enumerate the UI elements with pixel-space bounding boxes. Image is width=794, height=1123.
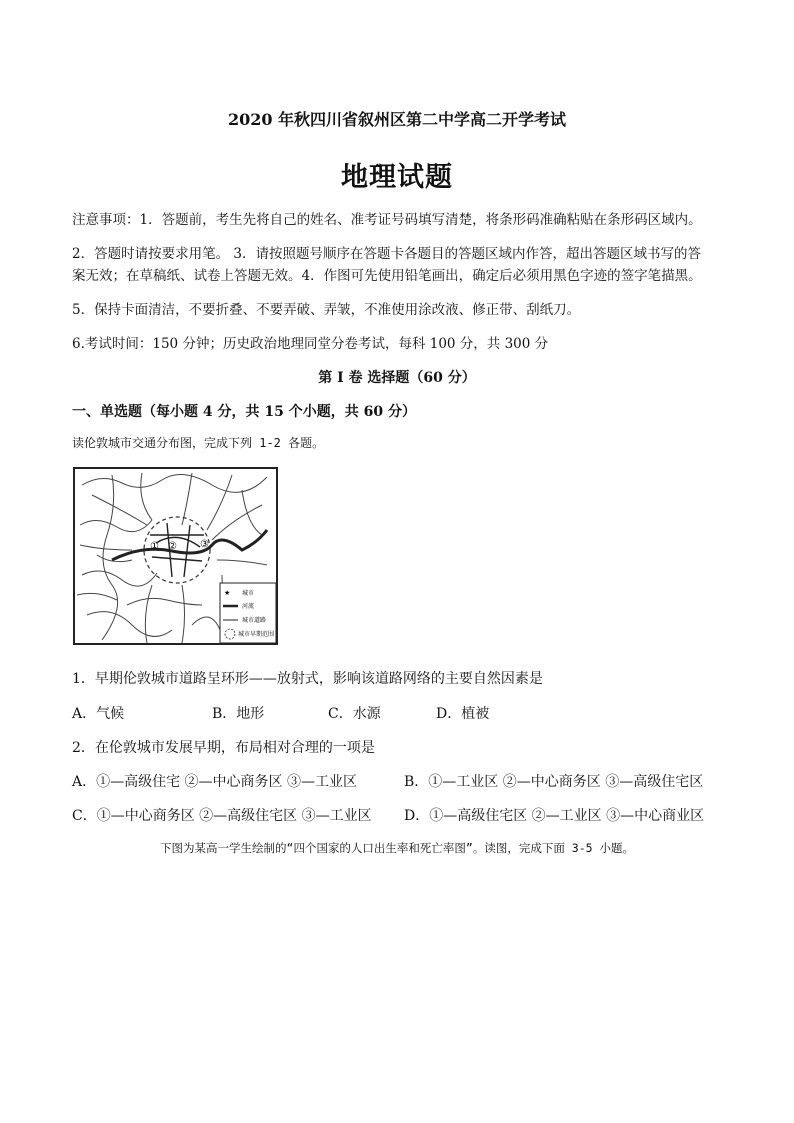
q2-option-d: D．①—高级住宅区 ②—工业区 ③—中心商业区 [404, 808, 705, 824]
q1-option-b: B．地形 [212, 706, 265, 722]
note-line-2: 2．答题时请按要求用笔。 3．请按照题号顺序在答题卡各题目的答题区域内作答，超出答题区域书写的答 [72, 246, 701, 262]
q1-option-c: C．水源 [328, 706, 381, 722]
map-label-1: ① [150, 541, 159, 552]
legend-road: 城市道路 [242, 617, 267, 624]
exam-subtitle: 2020 年秋四川省叙州区第二中学高二开学考试 [227, 110, 567, 129]
q1-option-a: A．气候 [72, 706, 125, 722]
london-traffic-map [72, 465, 282, 647]
legend-city: 城市 [242, 590, 255, 597]
legend-early-area: 城市早期范围 [238, 631, 275, 638]
question-2-stem: 2．在伦敦城市发展早期，布局相对合理的一项是 [72, 740, 375, 756]
q2-option-b: B．①—工业区 ②—中心商务区 ③—高级住宅区 [404, 774, 704, 790]
question-intro-2: 下图为某高一学生绘制的“四个国家的人口出生率和死亡率图”。读图，完成下面 3-5 小题。 [160, 841, 634, 855]
note-line-5: 6.考试时间：150 分钟；历史政治地理同堂分卷考试，每科 100 分，共 300 分 [72, 336, 549, 352]
note-line-3: 案无效；在草稿纸、试卷上答题无效。4．作图可先使用铅笔画出，确定后必须用黑色字迹的签字笔描黑。 [72, 268, 702, 284]
q2-option-c: C．①—中心商务区 ②—高级住宅区 ③—工业区 [72, 808, 372, 824]
question-intro: 读伦敦城市交通分布图，完成下列 1-2 各题。 [72, 436, 325, 450]
section-title: 第 I 卷 选择题（60 分） [318, 370, 476, 386]
map-label-3: ③ [200, 539, 209, 550]
question-1-stem: 1．早期伦敦城市道路呈环形——放射式，影响该道路网络的主要自然因素是 [72, 671, 543, 687]
legend-city-icon: ★ [224, 589, 231, 597]
exam-title: 地理试题 [341, 162, 453, 193]
q2-option-a: A．①—高级住宅 ②—中心商务区 ③—工业区 [72, 774, 358, 790]
part-title: 一、单选题（每小题 4 分，共 15 个小题，共 60 分） [72, 404, 416, 420]
note-line-1: 注意事项：1．答题前，考生先将自己的姓名、准考证号码填写清楚，将条形码准确粘贴在条形码区域内。 [72, 212, 702, 228]
note-line-4: 5．保持卡面清洁，不要折叠、不要弄破、弄皱，不准使用涂改液、修正带、刮纸刀。 [72, 302, 581, 318]
legend-river: 河流 [242, 603, 255, 610]
q1-option-d: D．植被 [436, 706, 490, 722]
map-label-2: ② [168, 541, 177, 552]
